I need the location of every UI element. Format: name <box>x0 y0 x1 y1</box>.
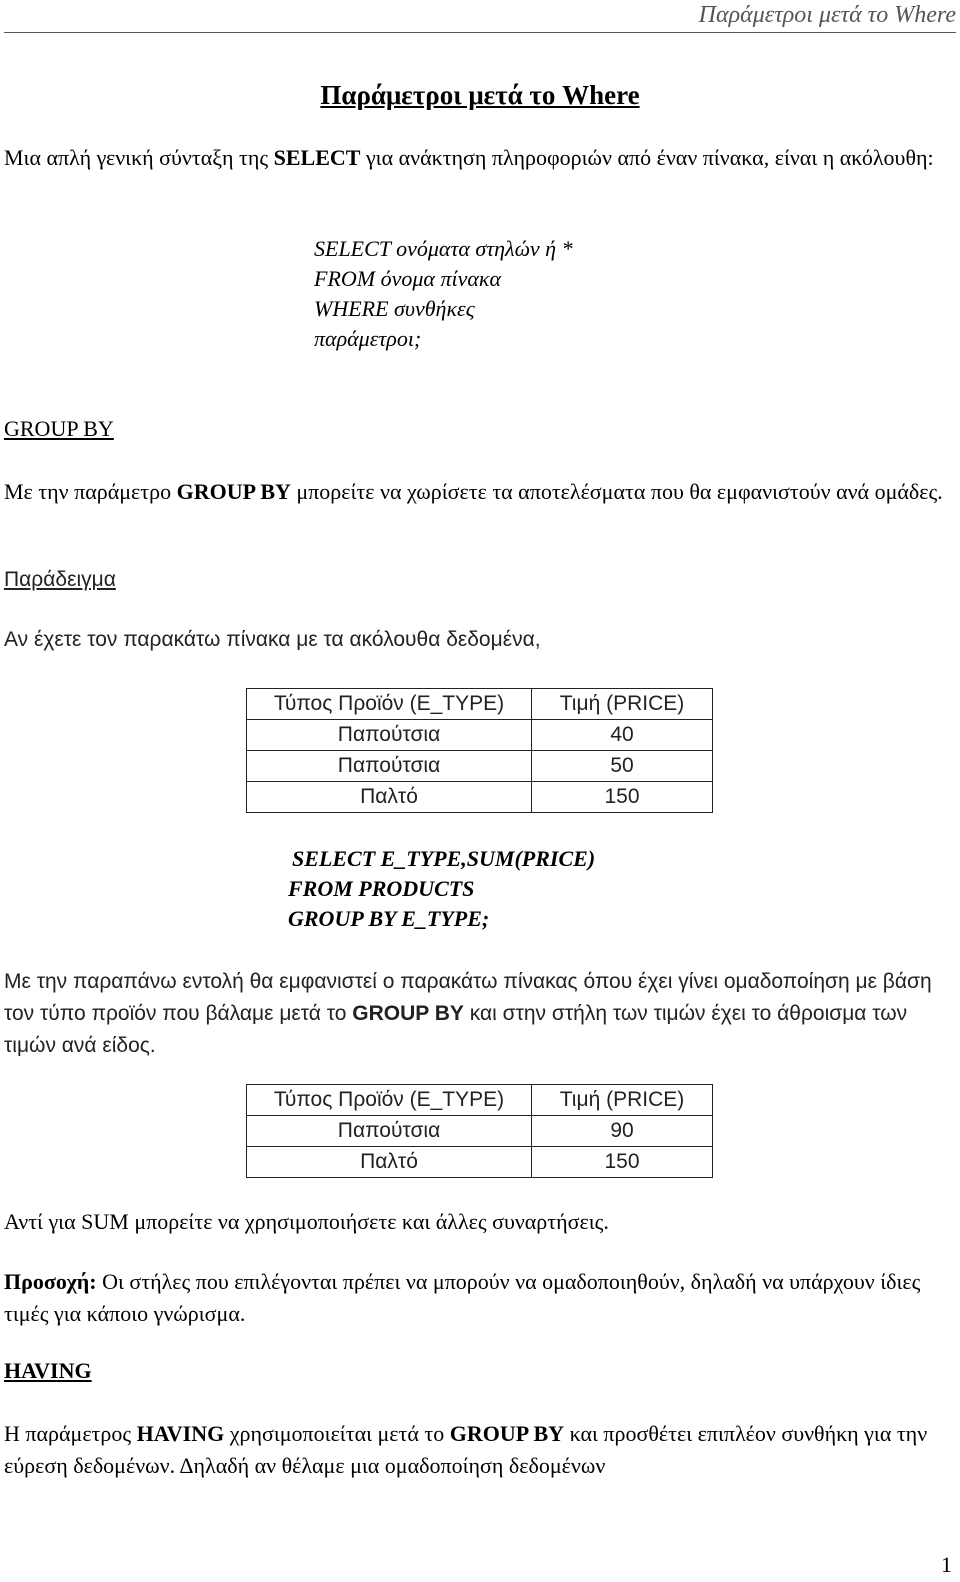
having-desc-3: και προσθέτει επιπλέον συνθήκη για την εύρεση δεδομένων. Δηλαδή αν θέλαμε μια ομαδοποίηση δεδομένων <box>4 1421 928 1478</box>
result-table <box>246 1084 713 1178</box>
table-row <box>247 751 713 782</box>
caution-label: Προσοχή: <box>4 1269 97 1294</box>
intro-text-1: Μια απλή γενική σύνταξη της <box>4 145 274 170</box>
group-by-desc-1: Με την παράμετρο <box>4 479 177 504</box>
group-by-description <box>4 476 954 508</box>
page-number: 1 <box>941 1552 952 1577</box>
table-cell: Παπούτσια <box>247 720 532 751</box>
table-row <box>247 782 713 813</box>
result-desc-bold: GROUP BY <box>352 1002 464 1025</box>
sum-note: Αντί για SUM μπορείτε να χρησιμοποιήσετε και άλλες συναρτήσεις. <box>4 1209 609 1234</box>
table-header-cell: Τιμή (PRICE) <box>532 689 713 720</box>
table-cell: 40 <box>532 720 713 751</box>
syntax-line: παράμετροι; <box>314 326 422 351</box>
query-line: FROM PRODUCTS <box>288 876 475 901</box>
intro-bold-select: SELECT <box>273 145 361 170</box>
table-cell: 90 <box>532 1116 713 1147</box>
result-desc-2: και στην στήλη των τιμών έχει το άθροισμα των τιμών ανά είδος. <box>4 1002 908 1057</box>
table-cell: 150 <box>532 1147 713 1178</box>
group-by-heading: GROUP BY <box>4 416 114 441</box>
having-desc-1: Η παράμετρος <box>4 1421 137 1446</box>
intro-paragraph <box>4 142 954 174</box>
having-desc-2: χρησιμοποιείται μετά το <box>224 1421 450 1446</box>
query-line: GROUP BY E_TYPE; <box>288 906 490 931</box>
result-description <box>4 966 954 1062</box>
table-cell: Παπούτσια <box>247 1116 532 1147</box>
table-header-cell: Τύπος Προϊόν (E_TYPE) <box>247 1085 532 1116</box>
having-desc-bold-2: GROUP BY <box>449 1421 565 1446</box>
table-cell: Παλτό <box>247 782 532 813</box>
query-line: SELECT E_TYPE,SUM(PRICE) <box>292 846 596 871</box>
syntax-block <box>314 234 573 354</box>
group-by-desc-bold: GROUP BY <box>176 479 291 504</box>
syntax-line: SELECT ονόματα στηλών ή * <box>314 236 573 261</box>
table-cell: 50 <box>532 751 713 782</box>
group-by-desc-2: μπορείτε να χωρίσετε τα αποτελέσματα που θα εμφανιστούν ανά ομάδες. <box>290 479 943 504</box>
having-heading: HAVING <box>4 1358 92 1383</box>
table-header-cell: Τύπος Προϊόν (E_TYPE) <box>247 689 532 720</box>
intro-text-2: για ανάκτηση πληροφοριών από έναν πίνακα, είναι η ακόλουθη: <box>360 145 934 170</box>
header-rule <box>4 32 956 33</box>
having-description <box>4 1418 954 1482</box>
running-header: Παράμετροι μετά το Where <box>698 2 956 28</box>
syntax-line: WHERE συνθήκες <box>314 296 475 321</box>
caution-paragraph <box>4 1266 954 1330</box>
caution-text: Οι στήλες που επιλέγονται πρέπει να μπορούν να ομαδοποιηθούν, δηλαδή να υπάρχουν ίδιες τιμές για κάποιο γνώρισμα. <box>4 1269 921 1326</box>
example-intro: Αν έχετε τον παρακάτω πίνακα με τα ακόλουθα δεδομένα, <box>4 628 541 651</box>
query-block <box>288 844 595 934</box>
table-row <box>247 1147 713 1178</box>
example-heading: Παράδειγμα <box>4 568 116 591</box>
table-cell: Παλτό <box>247 1147 532 1178</box>
having-desc-bold-1: HAVING <box>136 1421 225 1446</box>
table-row <box>247 1116 713 1147</box>
table-cell: 150 <box>532 782 713 813</box>
table-header-row <box>247 1085 713 1116</box>
result-desc-1: Με την παραπάνω εντολή θα εμφανιστεί ο παρακάτω πίνακας όπου έχει γίνει ομαδοποίηση με βάση τον τύπο προϊόν που βάλαμε μετά το <box>4 970 932 1025</box>
table-header-row <box>247 689 713 720</box>
products-table <box>246 688 713 813</box>
table-cell: Παπούτσια <box>247 751 532 782</box>
table-row <box>247 720 713 751</box>
page-title: Παράμετροι μετά το Where <box>320 80 640 110</box>
syntax-line: FROM όνομα πίνακα <box>314 266 501 291</box>
table-header-cell: Τιμή (PRICE) <box>532 1085 713 1116</box>
